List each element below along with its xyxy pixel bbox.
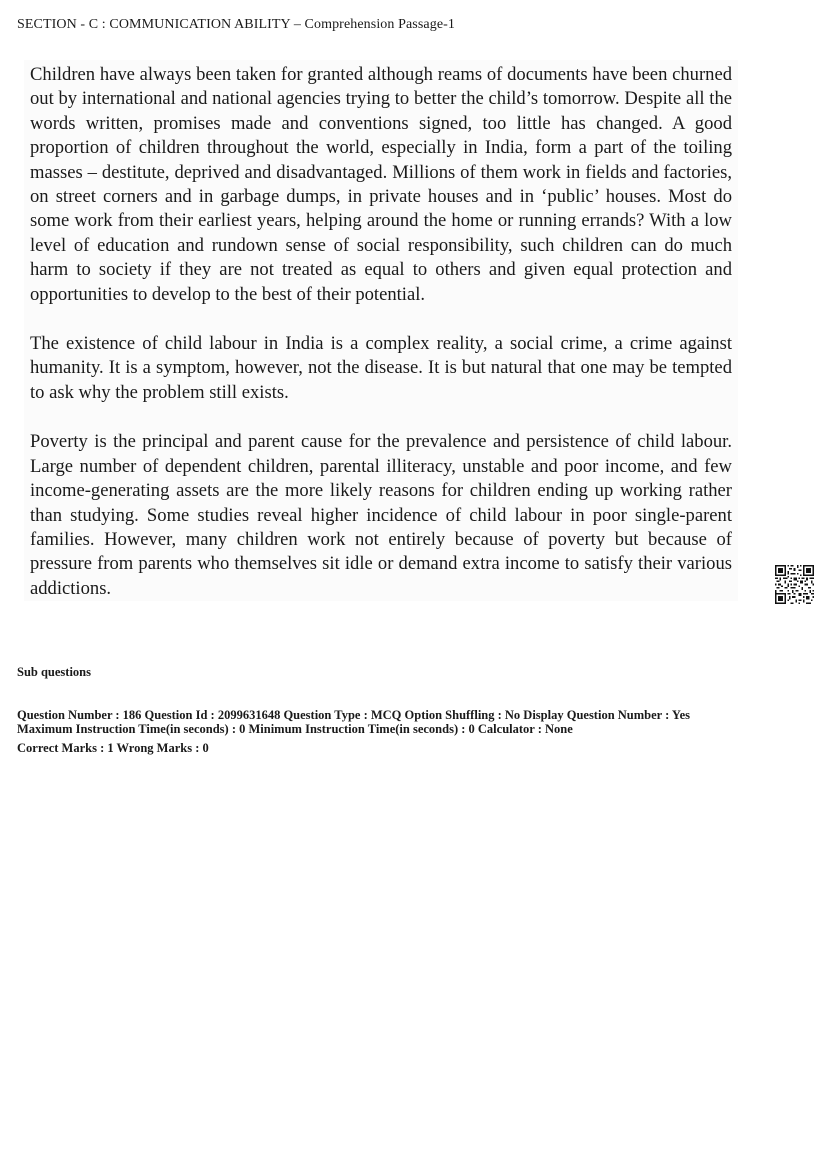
question-meta-line-2: Maximum Instruction Time(in seconds) : 0 Minimum Instruction Time(in seconds) : 0 Calculator : None xyxy=(17,722,573,736)
passage-paragraph-3: Poverty is the principal and parent cause for the prevalence and persistence of child labour. Large number of dependent children, parental illiteracy, unstable and poor income, and few income-generating assets are the more likely reasons for children ending up working rather than studying. Some studies reveal higher incidence of child labour in poor single-parent families. However, many children work not entirely because of poverty but because of pressure from parents who themselves sit idle or demand extra income to satisfy their various addictions. xyxy=(30,431,732,599)
qr-code-icon xyxy=(775,565,814,604)
passage-paragraph-1: Children have always been taken for granted although reams of documents have been churned out by international and national agencies trying to better the child’s tomorrow. Despite all the words written, promises made and conventions signed, too little has changed. A good proportion of children throughout the world, especially in India, form a part of the toiling masses – destitute, deprived and disadvantaged. Millions of them work in fields and factories, on street corners and in garbage dumps, in private houses and in ‘public’ houses. Most do some work from their earliest years, helping around the home or running errands? With a low level of education and rundown sense of social responsibility, such children can do much harm to society if they are not treated as equal to others and given equal protection and opportunities to develop to the best of their potential. xyxy=(30,64,732,305)
comprehension-passage xyxy=(24,60,738,601)
section-header: SECTION - C : COMMUNICATION ABILITY – Comprehension Passage-1 xyxy=(17,17,455,32)
question-meta-line-1: Question Number : 186 Question Id : 2099631648 Question Type : MCQ Option Shuffling : No Display Question Number : Yes xyxy=(17,708,690,722)
sub-questions-label: Sub questions xyxy=(17,665,91,679)
passage-paragraph-2: The existence of child labour in India is a complex reality, a social crime, a crime against humanity. It is a symptom, however, not the disease. It is but natural that one may be tempted to ask why the problem still exists. xyxy=(30,333,732,403)
question-meta-line-3: Correct Marks : 1 Wrong Marks : 0 xyxy=(17,741,209,755)
